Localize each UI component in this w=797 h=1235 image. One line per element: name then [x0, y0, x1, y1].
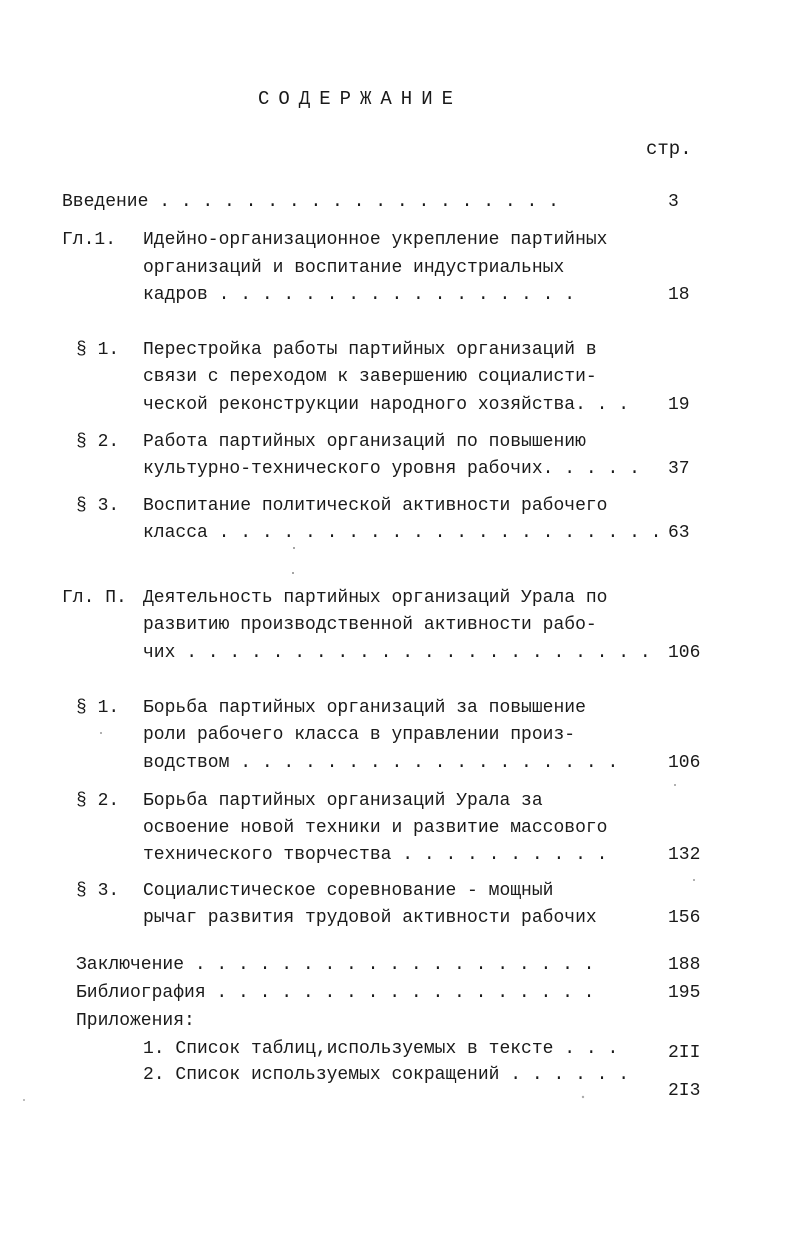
- appendix-page: 2II: [668, 1043, 701, 1063]
- section-page: 156: [668, 908, 701, 928]
- section-label: § 3.: [76, 881, 120, 901]
- appendices-label: Приложения:: [76, 1011, 195, 1031]
- section-title-line: Борьба партийных организаций Урала за: [143, 791, 543, 811]
- section-title-line: Воспитание политической активности рабочего: [143, 496, 608, 516]
- section-title-line: роли рабочего класса в управлении произ-: [143, 725, 576, 745]
- bibliography-page: 195: [668, 983, 701, 1003]
- chapter-1-title-line: кадров . . . . . . . . . . . . . . . . .: [143, 285, 576, 305]
- section-title-line: культурно-технического уровня рабочих. . . . .: [143, 459, 640, 479]
- intro-entry: Введение . . . . . . . . . . . . . . . . . . .: [62, 192, 559, 212]
- section-title-line: Социалистическое соревнование - мощный: [143, 881, 554, 901]
- speck: [293, 547, 295, 549]
- chapter-2-title-line: Деятельность партийных организаций Урала по: [143, 588, 608, 608]
- speck: [693, 879, 695, 881]
- section-label: § 1.: [76, 340, 120, 360]
- section-title-line: технического творчества . . . . . . . . . .: [143, 845, 608, 865]
- section-title-line: освоение новой техники и развитие массового: [143, 818, 608, 838]
- section-title-line: Работа партийных организаций по повышению: [143, 432, 586, 452]
- section-title-line: ческой реконструкции народного хозяйства. . .: [143, 395, 630, 415]
- appendix-item: 2. Список используемых сокращений . . . . . .: [143, 1065, 630, 1085]
- page-column-header: стр.: [646, 138, 692, 160]
- chapter-2-page: 106: [668, 643, 701, 663]
- chapter-1-title-line: Идейно-организационное укрепление партийных: [143, 230, 608, 250]
- speck: [23, 1099, 25, 1101]
- section-title-line: рычаг развития трудовой активности рабочих: [143, 908, 597, 928]
- section-title-line: связи с переходом к завершению социалисти-: [143, 367, 597, 387]
- section-title-line: водством . . . . . . . . . . . . . . . . . .: [143, 753, 619, 773]
- section-label: § 2.: [76, 432, 120, 452]
- chapter-1-title-line: организаций и воспитание индустриальных: [143, 258, 565, 278]
- section-page: 63: [668, 523, 690, 543]
- chapter-2-label: Гл. П.: [62, 588, 127, 608]
- section-page: 132: [668, 845, 701, 865]
- section-page: 106: [668, 753, 701, 773]
- chapter-1-page: 18: [668, 285, 690, 305]
- section-label: § 2.: [76, 791, 120, 811]
- speck: [582, 1096, 584, 1098]
- conclusion-page: 188: [668, 955, 701, 975]
- intro-page: 3: [668, 192, 679, 212]
- section-page: 19: [668, 395, 690, 415]
- appendix-item: 1. Список таблиц,используемых в тексте . . .: [143, 1039, 619, 1059]
- chapter-2-title-line: чих . . . . . . . . . . . . . . . . . . . . . .: [143, 643, 651, 663]
- speck: [674, 784, 676, 786]
- section-title-line: Перестройка работы партийных организаций в: [143, 340, 597, 360]
- section-page: 37: [668, 459, 690, 479]
- speck: [292, 572, 294, 574]
- section-title-line: класса . . . . . . . . . . . . . . . . . . . . .: [143, 523, 662, 543]
- chapter-2-title-line: развитию производственной активности рабо-: [143, 615, 597, 635]
- bibliography-entry: Библиография . . . . . . . . . . . . . . . . . .: [76, 983, 595, 1003]
- speck: [100, 732, 102, 734]
- appendix-page: 2I3: [668, 1081, 701, 1101]
- section-label: § 3.: [76, 496, 120, 516]
- page-title: СОДЕРЖАНИЕ: [257, 88, 463, 110]
- chapter-1-label: Гл.1.: [62, 230, 117, 250]
- section-title-line: Борьба партийных организаций за повышение: [143, 698, 586, 718]
- section-label: § 1.: [76, 698, 120, 718]
- conclusion-entry: Заключение . . . . . . . . . . . . . . . . . . .: [76, 955, 595, 975]
